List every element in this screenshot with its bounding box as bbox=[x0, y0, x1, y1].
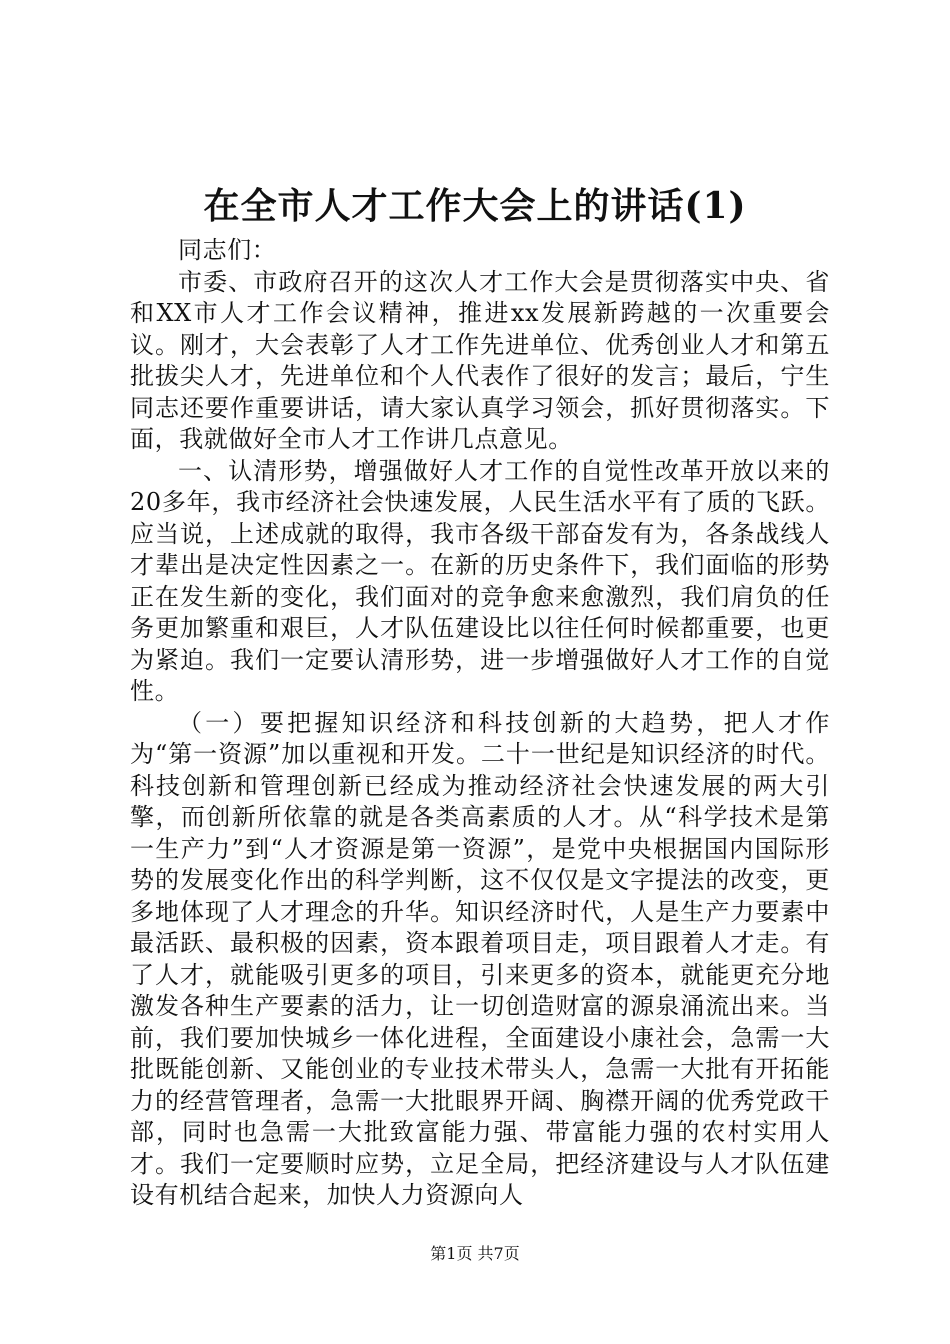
document-title: 在全市人才工作大会上的讲话(1) bbox=[203, 185, 747, 227]
body-paragraph: 市委、市政府召开的这次人才工作大会是贯彻落实中央、省和XX市人才工作会议精神，推进xx发展新跨越的一次重要会议。刚才，大会表彰了人才工作先进单位、优秀创业人才和第五批拔尖人才，先进单位和个人代表作了很好的发言；最后，宁生同志还要作重要讲话，请大家认真学习领会，抓好贯彻落实。下面，我就做好全市人才工作讲几点意见。 bbox=[130, 267, 830, 453]
document-body bbox=[130, 235, 830, 1212]
greeting-paragraph: 同志们： bbox=[178, 236, 277, 264]
page-footer: 第1页 共7页 bbox=[430, 1244, 520, 1263]
body-paragraph: 一、认清形势，增强做好人才工作的自觉性改革开放以来的20多年，我市经济社会快速发展，人民生活水平有了质的飞跃。应当说，上述成就的取得，我市各级干部奋发有为，各条战线人才辈出是决定性因素之一。在新的历史条件下，我们面临的形势正在发生新的变化，我们面对的竞争愈来愈激烈，我们肩负的任务更加繁重和艰巨，人才队伍建设比以往任何时候都重要，也更为紧迫。我们一定要认清形势，进一步增强做好人才工作的自觉性。 bbox=[130, 456, 830, 705]
body-paragraph: （一）要把握知识经济和科技创新的大趋势，把人才作为“第一资源”加以重视和开发。二十一世纪是知识经济的时代。科技创新和管理创新已经成为推动经济社会快速发展的两大引擎，而创新所依靠的就是各类高素质的人才。从“科学技术是第一生产力”到“人才资源是第一资源”，是党中央根据国内国际形势的发展变化作出的科学判断，这不仅仅是文字提法的改变，更多地体现了人才理念的升华。知识经济时代，人是生产力要素中最活跃、最积极的因素，资本跟着项目走，项目跟着人才走。有了人才，就能吸引更多的项目，引来更多的资本，就能更充分地激发各种生产要素的活力，让一切创造财富的源泉涌流出来。当前，我们要加快城乡一体化进程，全面建设小康社会，急需一大批既能创新、又能创业的专业技术带头人，急需一大批有开拓能力的经营管理者，急需一大批眼界开阔、胸襟开阔的优秀党政干部，同时也急需一大批致富能力强、带富能力强的农村实用人才。我们一定要顺时应势，立足全局，把经济建设与人才队伍建设有机结合起来，加快人力资源向人 bbox=[130, 708, 830, 1209]
